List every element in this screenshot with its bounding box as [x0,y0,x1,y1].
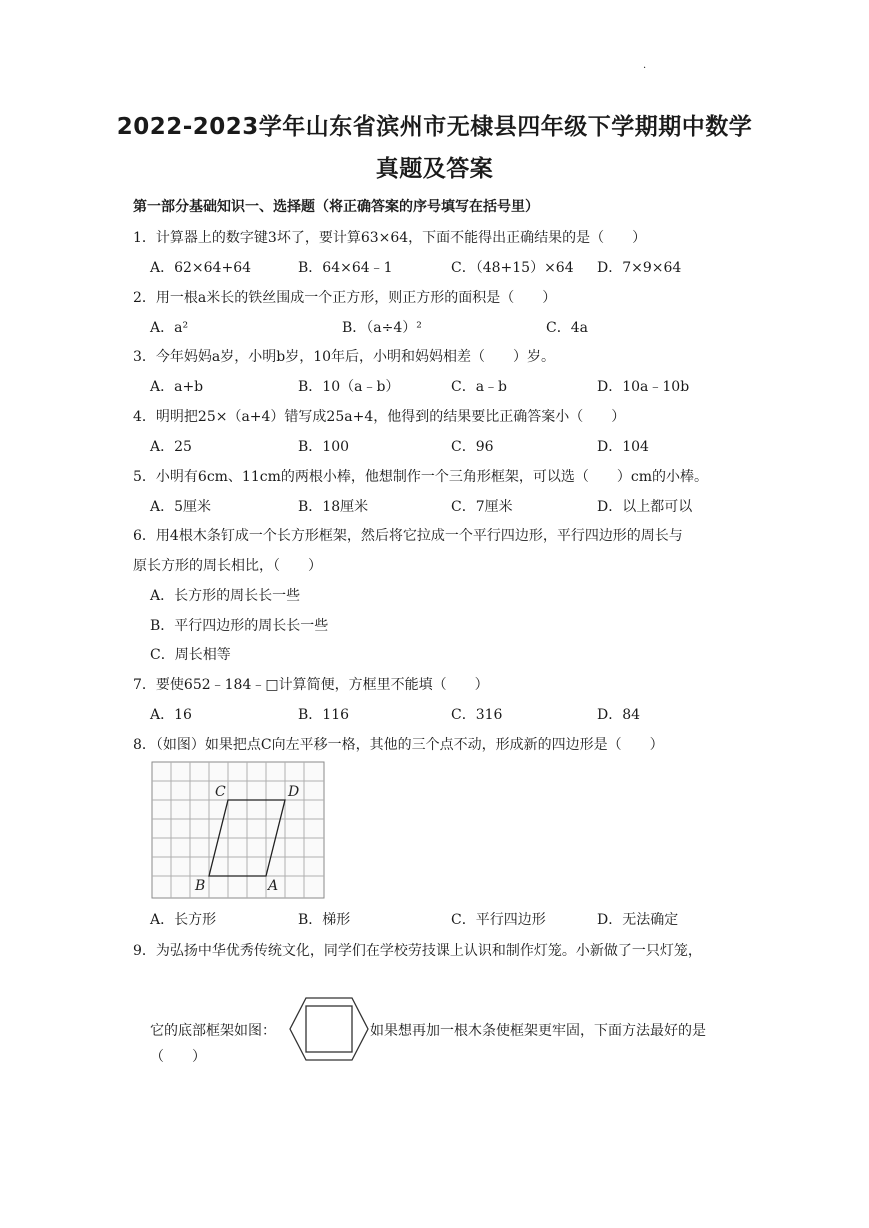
q8-option-d: D．无法确定 [597,912,679,928]
q7-option-d: D．84 [597,707,641,723]
q4-option-b: B．100 [298,439,350,455]
q2-option-c: C．4a [546,320,588,336]
page-dot: . [643,60,647,71]
question-6-line2: 原长方形的周长相比，（ ） [133,558,322,574]
point-b-label: B [195,878,206,894]
question-2: 2．用一根a米长的铁丝围成一个正方形，则正方形的面积是（ ） [133,290,557,306]
q6-option-b: B．平行四边形的周长长一些 [150,618,329,634]
question-4: 4．明明把25×（a+4）错写成25a+4，他得到的结果要比正确答案小（ ） [133,409,626,425]
point-d-label: D [288,784,300,800]
document-title-line2: 真题及答案 [375,156,494,182]
q8-option-b: B．梯形 [298,912,351,928]
hexagon-frame-figure [288,994,370,1064]
q3-option-d: D．10a﹣10b [597,379,690,395]
grid-figure [151,761,325,899]
q6-option-c: C．周长相等 [150,647,231,663]
question-9-line3: （ ） [150,1049,206,1065]
question-1: 1．计算器上的数字键3坏了，要计算63×64，下面不能得出正确结果的是（ ） [133,230,647,246]
point-a-label: A [268,878,279,894]
question-7: 7．要使652﹣184﹣□计算简便，方框里不能填（ ） [133,677,489,693]
question-6: 6．用4根木条钉成一个长方形框架，然后将它拉成一个平行四边形，平行四边形的周长与 [133,528,683,544]
question-3: 3．今年妈妈a岁，小明b岁，10年后，小明和妈妈相差（ ）岁。 [133,349,556,365]
q6-option-a: A．长方形的周长长一些 [150,588,301,604]
q7-option-a: A．16 [150,707,192,723]
document-title-line1: 2022-2023学年山东省滨州市无棣县四年级下学期期中数学 [116,114,753,140]
q1-option-b: B．64×64﹣1 [298,260,393,276]
q3-option-b: B．10（a﹣b） [298,379,400,395]
q1-option-a: A．62×64+64 [150,260,252,276]
q8-option-a: A．长方形 [150,912,217,928]
question-9: 9．为弘扬中华优秀传统文化，同学们在学校劳技课上认识和制作灯笼。小新做了一只灯笼， [133,943,702,959]
question-8: 8．（如图）如果把点C向左平移一格，其他的三个点不动，形成新的四边形是（ ） [133,737,664,753]
q8-option-c: C．平行四边形 [451,912,546,928]
q4-option-a: A．25 [150,439,192,455]
q7-option-c: C．316 [451,707,503,723]
point-c-label: C [215,784,226,800]
q3-option-c: C．a﹣b [451,379,508,395]
q7-option-b: B．116 [298,707,350,723]
q4-option-d: D．104 [597,439,649,455]
section-heading: 第一部分基础知识一、选择题（将正确答案的序号填写在括号里） [133,199,539,215]
q3-option-a: A．a+b [150,379,204,395]
q1-option-d: D．7×9×64 [597,260,682,276]
q5-option-c: C．7厘米 [451,499,513,515]
q5-option-b: B．18厘米 [298,499,369,515]
q5-option-a: A．5厘米 [150,499,212,515]
question-9-line2b: 如果想再加一根木条使框架更牢固，下面方法最好的是 [370,1023,706,1039]
q2-option-a: A．a² [150,320,189,336]
q4-option-c: C．96 [451,439,494,455]
question-5: 5．小明有6cm、11cm的两根小棒，他想制作一个三角形框架，可以选（ ）cm的小棒。 [133,469,708,485]
q5-option-d: D．以上都可以 [597,499,693,515]
q1-option-c: C．（48+15）×64 [451,260,574,276]
question-9-line2a: 它的底部框架如图： [150,1023,276,1039]
q2-option-b: B．（a÷4）² [342,320,422,336]
